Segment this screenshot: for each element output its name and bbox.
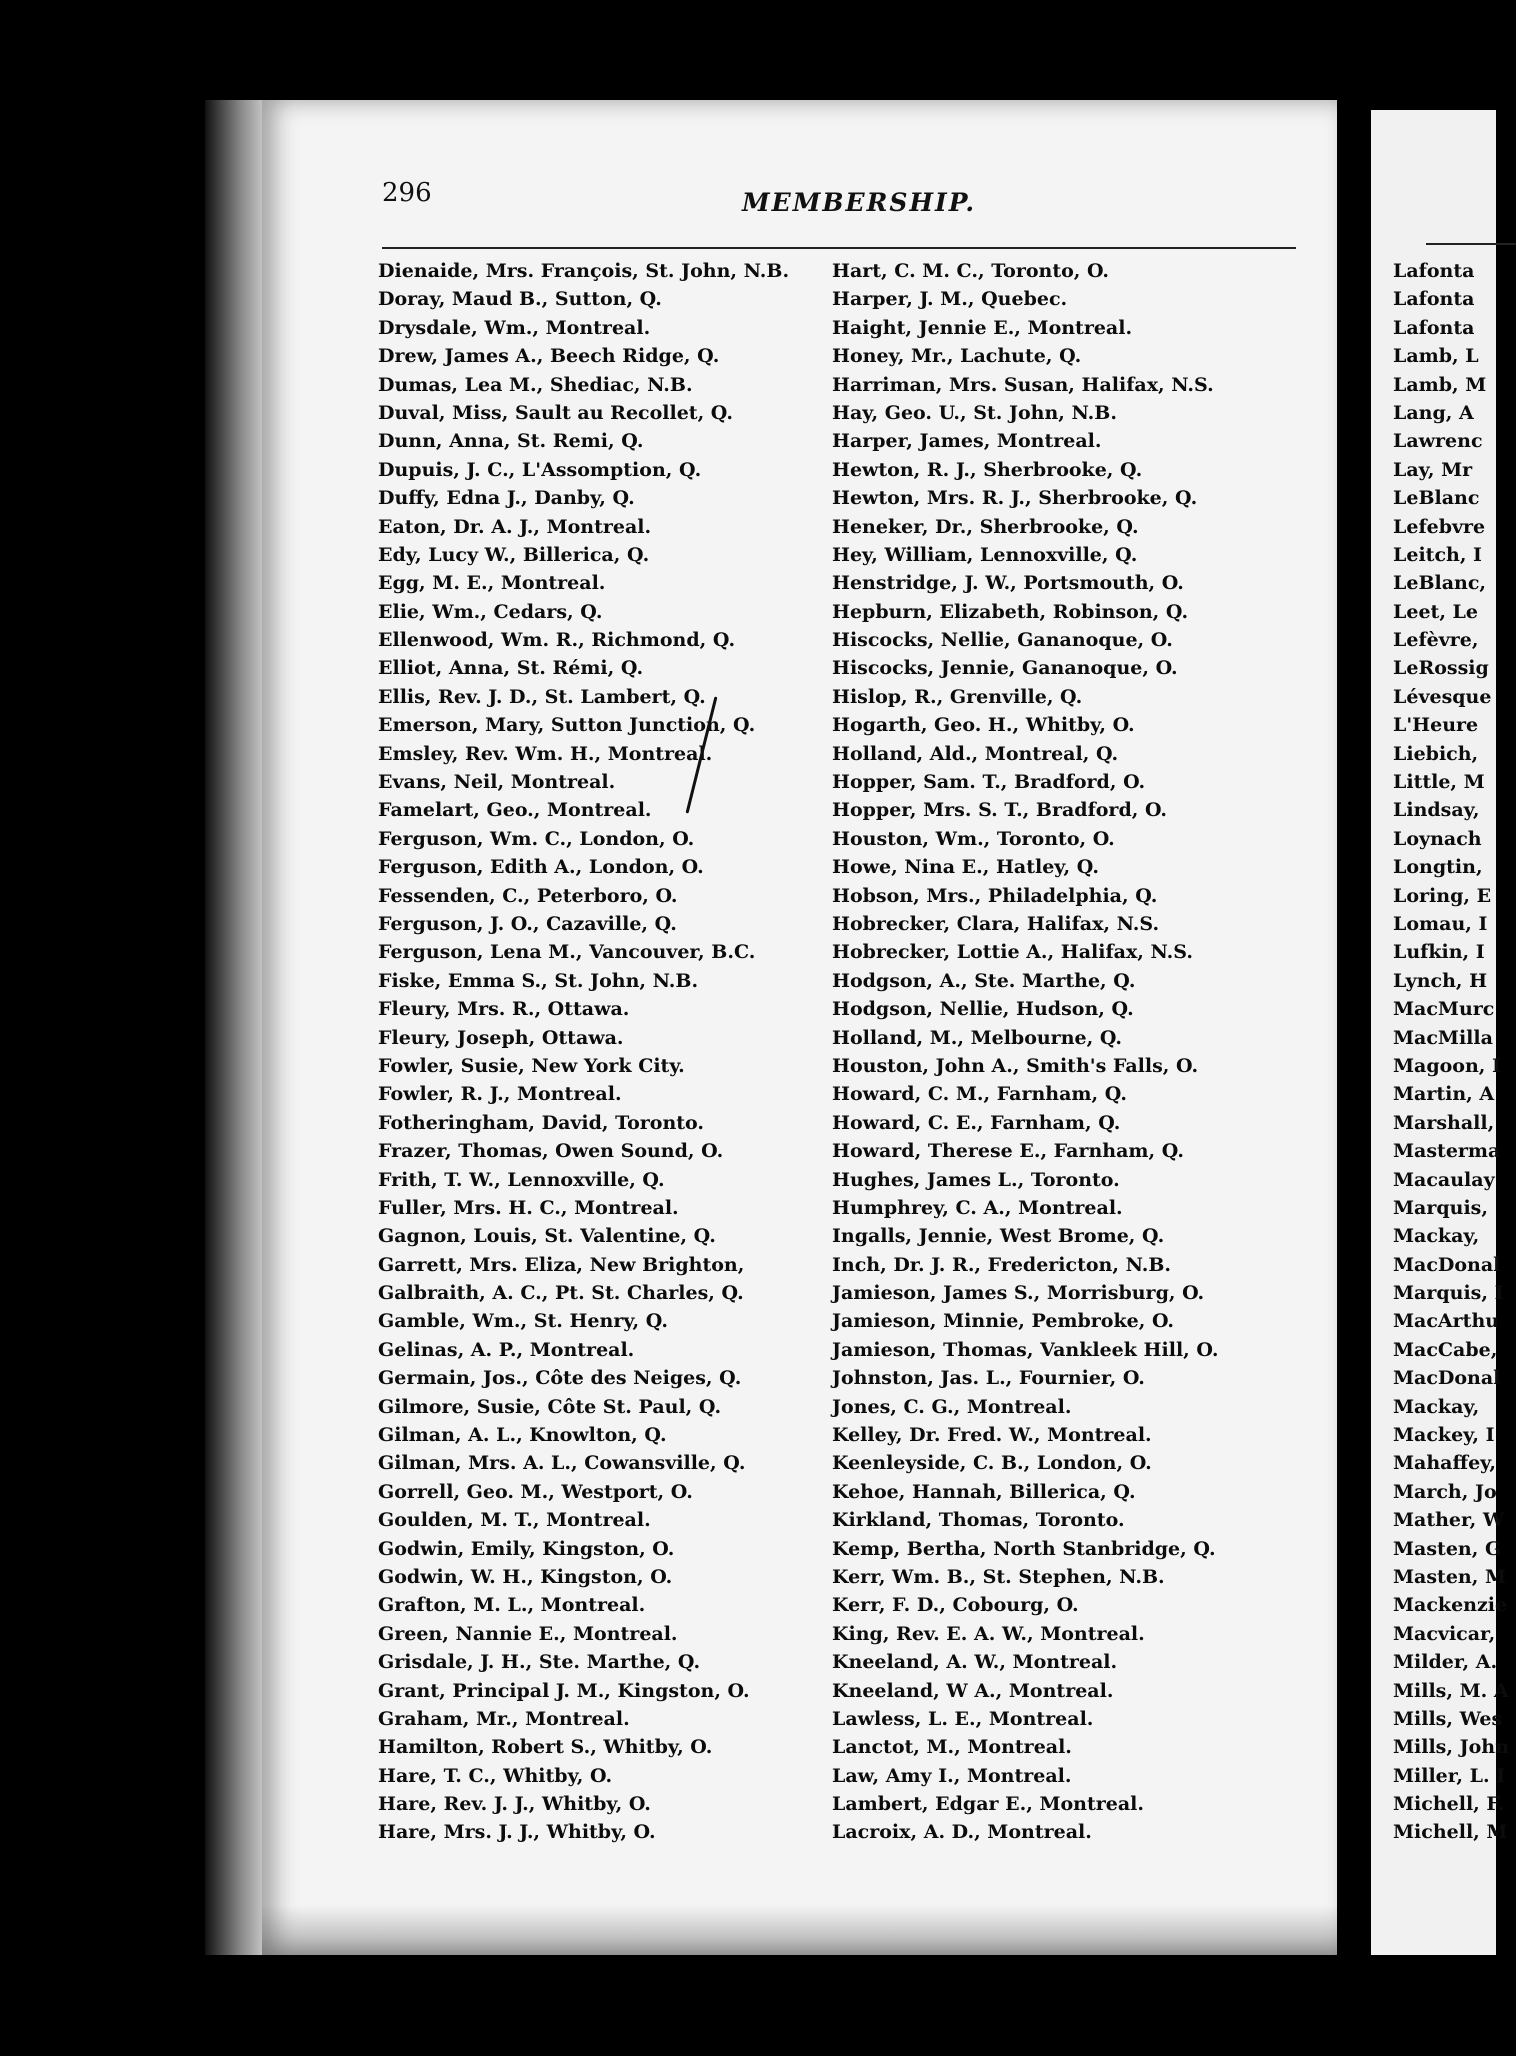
member-entry: Fuller, Mrs. H. C., Montreal. xyxy=(378,1196,679,1219)
member-entry: Mackenzie xyxy=(1393,1594,1508,1617)
member-entry: Marshall, xyxy=(1393,1111,1495,1134)
member-entry: Johnston, Jas. L., Fournier, O. xyxy=(832,1367,1145,1390)
member-entry: Lufkin, I xyxy=(1393,941,1485,964)
member-entry: Honey, Mr., Lachute, Q. xyxy=(832,345,1082,368)
member-entry: Lambert, Edgar E., Montreal. xyxy=(832,1793,1145,1816)
member-entry: LeBlanc, xyxy=(1393,572,1487,595)
member-entry: Eaton, Dr. A. J., Montreal. xyxy=(378,515,652,538)
member-entry: Masten, G xyxy=(1393,1537,1502,1560)
member-entry: Lawrenc xyxy=(1393,430,1483,453)
member-entry: Godwin, W. H., Kingston, O. xyxy=(378,1565,673,1588)
member-entry: Mills, Wes xyxy=(1393,1707,1503,1730)
member-entry: Emsley, Rev. Wm. H., Montreal. xyxy=(378,742,713,765)
member-entry: Dienaide, Mrs. François, St. John, N.B. xyxy=(378,260,790,282)
member-entry: Hewton, R. J., Sherbrooke, Q. xyxy=(832,458,1143,481)
member-entry: Liebich, xyxy=(1393,742,1479,765)
member-entry: Hey, William, Lennoxville, Q. xyxy=(832,543,1138,566)
member-entry: Kelley, Dr. Fred. W., Montreal. xyxy=(832,1424,1152,1447)
member-entry: Little, M xyxy=(1393,771,1485,794)
member-entry: Drew, James A., Beech Ridge, Q. xyxy=(378,345,720,368)
page-binding-shadow xyxy=(205,100,265,1955)
member-entry: Humphrey, C. A., Montreal. xyxy=(832,1196,1123,1219)
member-entry: Lay, Mr xyxy=(1393,458,1473,481)
member-entry: Hobson, Mrs., Philadelphia, Q. xyxy=(832,884,1158,907)
member-entry: Martin, A xyxy=(1393,1083,1495,1106)
member-entry: Harper, J. M., Quebec. xyxy=(832,288,1068,311)
member-entry: King, Rev. E. A. W., Montreal. xyxy=(832,1622,1145,1645)
member-entry: Lafonta xyxy=(1393,260,1475,282)
member-entry: Graham, Mr., Montreal. xyxy=(378,1707,630,1730)
member-entry: Michell, M xyxy=(1393,1821,1508,1844)
member-entry: Masterma xyxy=(1393,1140,1501,1163)
member-entry: Godwin, Emily, Kingston, O. xyxy=(378,1537,675,1560)
member-entry: Hobrecker, Lottie A., Halifax, N.S. xyxy=(832,941,1193,964)
member-entry: Gelinas, A. P., Montreal. xyxy=(378,1338,635,1361)
page-gutter xyxy=(1337,110,1371,1955)
member-entry: Lafonta xyxy=(1393,288,1475,311)
member-entry: Garrett, Mrs. Eliza, New Brighton, xyxy=(378,1253,745,1276)
member-entry: Gilman, Mrs. A. L., Cowansville, Q. xyxy=(378,1452,746,1475)
member-entry: Howard, Therese E., Farnham, Q. xyxy=(832,1140,1184,1163)
member-entry: Ferguson, Lena M., Vancouver, B.C. xyxy=(378,941,756,964)
membership-column-left xyxy=(378,257,789,1847)
member-entry: Harriman, Mrs. Susan, Halifax, N.S. xyxy=(832,373,1214,396)
member-entry: Green, Nannie E., Montreal. xyxy=(378,1622,678,1645)
page-header-title: MEMBERSHIP. xyxy=(742,188,977,217)
member-entry: Mahaffey, xyxy=(1393,1452,1496,1475)
member-entry: Fotheringham, David, Toronto. xyxy=(378,1111,705,1134)
member-entry: Lévesque xyxy=(1393,685,1492,708)
member-entry: MacDonal xyxy=(1393,1253,1501,1276)
member-entry: Hepburn, Elizabeth, Robinson, Q. xyxy=(832,600,1189,623)
member-entry: Dupuis, J. C., L'Assomption, Q. xyxy=(378,458,702,481)
member-entry: MacMurc xyxy=(1393,998,1495,1021)
member-entry: Hay, Geo. U., St. John, N.B. xyxy=(832,401,1117,424)
member-entry: Ellis, Rev. J. D., St. Lambert, Q. xyxy=(378,685,706,708)
member-entry: Mills, John xyxy=(1393,1736,1509,1759)
member-entry: Lanctot, M., Montreal. xyxy=(832,1736,1072,1759)
member-entry: Drysdale, Wm., Montreal. xyxy=(378,316,651,339)
member-entry: MacMilla xyxy=(1393,1026,1493,1049)
member-entry: Miller, L. I xyxy=(1393,1764,1506,1787)
member-entry: Mackay, xyxy=(1393,1395,1480,1418)
member-entry: Hodgson, Nellie, Hudson, Q. xyxy=(832,998,1134,1021)
member-entry: MacDonal xyxy=(1393,1367,1501,1390)
member-entry: Magoon, I xyxy=(1393,1054,1501,1077)
member-entry: Elie, Wm., Cedars, Q. xyxy=(378,600,603,623)
member-entry: Hughes, James L., Toronto. xyxy=(832,1168,1120,1191)
member-entry: Hopper, Sam. T., Bradford, O. xyxy=(832,771,1146,794)
member-entry: Elliot, Anna, St. Rémi, Q. xyxy=(378,657,644,680)
member-entry: Lomau, I xyxy=(1393,912,1488,935)
member-entry: Howe, Nina E., Hatley, Q. xyxy=(832,856,1099,879)
member-entry: Hiscocks, Nellie, Gananoque, O. xyxy=(832,629,1173,652)
member-entry: Kehoe, Hannah, Billerica, Q. xyxy=(832,1480,1136,1503)
member-entry: Germain, Jos., Côte des Neiges, Q. xyxy=(378,1367,742,1390)
member-entry: Gamble, Wm., St. Henry, Q. xyxy=(378,1310,669,1333)
member-entry: Galbraith, A. C., Pt. St. Charles, Q. xyxy=(378,1282,744,1305)
member-entry: Evans, Neil, Montreal. xyxy=(378,771,616,794)
member-entry: L'Heure xyxy=(1393,714,1479,737)
member-entry: Lafonta xyxy=(1393,316,1475,339)
member-entry: Goulden, M. T., Montreal. xyxy=(378,1509,651,1532)
member-entry: Gilman, A. L., Knowlton, Q. xyxy=(378,1424,667,1447)
member-entry: Fessenden, C., Peterboro, O. xyxy=(378,884,678,907)
member-entry: Lynch, H xyxy=(1393,969,1488,992)
member-entry: Fleury, Mrs. R., Ottawa. xyxy=(378,998,630,1021)
member-entry: Hopper, Mrs. S. T., Bradford, O. xyxy=(832,799,1168,822)
member-entry: Duval, Miss, Sault au Recollet, Q. xyxy=(378,401,734,424)
member-entry: Grant, Principal J. M., Kingston, O. xyxy=(378,1679,750,1702)
member-entry: Lacroix, A. D., Montreal. xyxy=(832,1821,1092,1844)
member-entry: Jamieson, Thomas, Vankleek Hill, O. xyxy=(832,1338,1219,1361)
member-entry: Kerr, Wm. B., St. Stephen, N.B. xyxy=(832,1565,1165,1588)
member-entry: Lawless, L. E., Montreal. xyxy=(832,1707,1094,1730)
membership-column-right-partial xyxy=(1393,257,1509,1847)
member-entry: Dunn, Anna, St. Remi, Q. xyxy=(378,430,644,453)
page-number: 296 xyxy=(382,178,432,208)
member-entry: Henstridge, J. W., Portsmouth, O. xyxy=(832,572,1184,595)
member-entry: MacArthu xyxy=(1393,1310,1500,1333)
member-entry: Egg, M. E., Montreal. xyxy=(378,572,606,595)
member-entry: Kneeland, W A., Montreal. xyxy=(832,1679,1114,1702)
member-entry: Kemp, Bertha, North Stanbridge, Q. xyxy=(832,1537,1216,1560)
member-entry: Mackey, I xyxy=(1393,1424,1495,1447)
member-entry: Mather, W xyxy=(1393,1509,1505,1532)
adjacent-header-rule xyxy=(1426,243,1516,245)
member-entry: Keenleyside, C. B., London, O. xyxy=(832,1452,1152,1475)
member-entry: Edy, Lucy W., Billerica, Q. xyxy=(378,543,650,566)
member-entry: Doray, Maud B., Sutton, Q. xyxy=(378,288,662,311)
member-entry: Hart, C. M. C., Toronto, O. xyxy=(832,260,1110,282)
member-entry: Milder, A. xyxy=(1393,1651,1498,1674)
member-entry: Emerson, Mary, Sutton Junction, Q. xyxy=(378,714,756,737)
member-entry: Frazer, Thomas, Owen Sound, O. xyxy=(378,1140,724,1163)
member-entry: Hobrecker, Clara, Halifax, N.S. xyxy=(832,912,1160,935)
adjacent-page xyxy=(1371,110,1509,1955)
member-entry: Howard, C. M., Farnham, Q. xyxy=(832,1083,1127,1106)
member-entry: Fowler, R. J., Montreal. xyxy=(378,1083,622,1106)
member-entry: Hare, Mrs. J. J., Whitby, O. xyxy=(378,1821,656,1844)
member-entry: Ferguson, J. O., Cazaville, Q. xyxy=(378,912,677,935)
member-entry: Law, Amy I., Montreal. xyxy=(832,1764,1072,1787)
member-entry: Hare, T. C., Whitby, O. xyxy=(378,1764,613,1787)
member-entry: Jamieson, James S., Morrisburg, O. xyxy=(832,1282,1205,1305)
member-entry: MacCabe, xyxy=(1393,1338,1498,1361)
member-entry: Hislop, R., Grenville, Q. xyxy=(832,685,1083,708)
member-entry: Kerr, F. D., Cobourg, O. xyxy=(832,1594,1079,1617)
member-entry: Gilmore, Susie, Côte St. Paul, Q. xyxy=(378,1395,722,1418)
member-entry: Ferguson, Wm. C., London, O. xyxy=(378,827,695,850)
member-entry: Marquis, I xyxy=(1393,1282,1504,1305)
member-entry: LeRossig xyxy=(1393,657,1489,680)
member-entry: Duffy, Edna J., Danby, Q. xyxy=(378,487,635,510)
member-entry: Lamb, M xyxy=(1393,373,1487,396)
member-entry: Harper, James, Montreal. xyxy=(832,430,1102,453)
member-entry: Michell, F. xyxy=(1393,1793,1505,1816)
member-entry: Famelart, Geo., Montreal. xyxy=(378,799,652,822)
member-entry: Macvicar, xyxy=(1393,1622,1496,1645)
member-entry: Mackay, xyxy=(1393,1225,1480,1248)
member-entry: Fowler, Susie, New York City. xyxy=(378,1054,685,1077)
member-entry: Kirkland, Thomas, Toronto. xyxy=(832,1509,1125,1532)
member-entry: Marquis, xyxy=(1393,1196,1488,1219)
member-entry: Leet, Le xyxy=(1393,600,1478,623)
member-entry: LeBlanc xyxy=(1393,487,1480,510)
member-entry: Hamilton, Robert S., Whitby, O. xyxy=(378,1736,713,1759)
member-entry: Inch, Dr. J. R., Fredericton, N.B. xyxy=(832,1253,1172,1276)
membership-column-middle xyxy=(832,257,1218,1847)
member-entry: Jones, C. G., Montreal. xyxy=(832,1395,1072,1418)
member-entry: Houston, John A., Smith's Falls, O. xyxy=(832,1054,1199,1077)
member-entry: Ellenwood, Wm. R., Richmond, Q. xyxy=(378,629,736,652)
member-entry: Loynach xyxy=(1393,827,1482,850)
member-entry: Ingalls, Jennie, West Brome, Q. xyxy=(832,1225,1165,1248)
member-entry: Loring, E xyxy=(1393,884,1492,907)
member-entry: Hiscocks, Jennie, Gananoque, O. xyxy=(832,657,1178,680)
member-entry: Frith, T. W., Lennoxville, Q. xyxy=(378,1168,665,1191)
member-entry: Lang, A xyxy=(1393,401,1474,424)
member-entry: Leitch, I xyxy=(1393,543,1482,566)
member-entry: Jamieson, Minnie, Pembroke, O. xyxy=(832,1310,1175,1333)
member-entry: Fleury, Joseph, Ottawa. xyxy=(378,1026,624,1049)
member-entry: Hodgson, A., Ste. Marthe, Q. xyxy=(832,969,1136,992)
member-entry: Longtin, xyxy=(1393,856,1483,879)
member-entry: Masten, M xyxy=(1393,1565,1506,1588)
member-entry: Hare, Rev. J. J., Whitby, O. xyxy=(378,1793,651,1816)
member-entry: Gorrell, Geo. M., Westport, O. xyxy=(378,1480,693,1503)
member-entry: Hewton, Mrs. R. J., Sherbrooke, Q. xyxy=(832,487,1198,510)
member-entry: Holland, Ald., Montreal, Q. xyxy=(832,742,1119,765)
member-entry: Gagnon, Louis, St. Valentine, Q. xyxy=(378,1225,716,1248)
member-entry: March, Jo xyxy=(1393,1480,1497,1503)
member-entry: Lefèvre, xyxy=(1393,629,1479,652)
member-entry: Holland, M., Melbourne, Q. xyxy=(832,1026,1123,1049)
member-entry: Kneeland, A. W., Montreal. xyxy=(832,1651,1118,1674)
member-entry: Haight, Jennie E., Montreal. xyxy=(832,316,1133,339)
member-entry: Grisdale, J. H., Ste. Marthe, Q. xyxy=(378,1651,701,1674)
page-bottom-shadow xyxy=(262,1905,1337,1955)
member-entry: Heneker, Dr., Sherbrooke, Q. xyxy=(832,515,1139,538)
member-entry: Mills, M. A xyxy=(1393,1679,1509,1702)
member-entry: Grafton, M. L., Montreal. xyxy=(378,1594,646,1617)
member-entry: Macaulay xyxy=(1393,1168,1495,1191)
member-entry: Lamb, L xyxy=(1393,345,1479,368)
member-entry: Lefebvre xyxy=(1393,515,1486,538)
member-entry: Ferguson, Edith A., London, O. xyxy=(378,856,704,879)
member-entry: Dumas, Lea M., Shediac, N.B. xyxy=(378,373,693,396)
member-entry: Lindsay, xyxy=(1393,799,1480,822)
member-entry: Howard, C. E., Farnham, Q. xyxy=(832,1111,1121,1134)
member-entry: Fiske, Emma S., St. John, N.B. xyxy=(378,969,699,992)
header-rule xyxy=(382,247,1296,249)
member-entry: Hogarth, Geo. H., Whitby, O. xyxy=(832,714,1135,737)
member-entry: Houston, Wm., Toronto, O. xyxy=(832,827,1115,850)
